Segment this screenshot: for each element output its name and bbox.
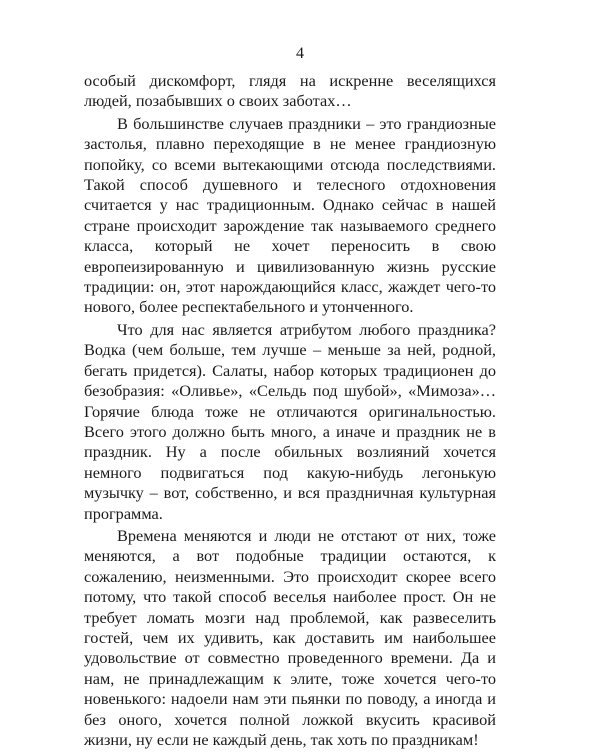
paragraph-2: В большинстве случаев праздники – это грандиозные застолья, плавно переходящие в не менее грандиозную попойку, со всеми вытекающими отсюда последствиями. Такой способ душевного и телесного отдохновения считается у нас традиционным. Однако сейчас в нашей стране происходит зарождение так называемого среднего класса, который не хочет переносить в свою европеизированную и цивилизованную жизнь русские традиции: он, этот нарождающийся класс, жаждет чего-то нового, более респектабельного и утонченного. bbox=[84, 113, 496, 317]
paragraph-4: Времена меняются и люди не отстают от них, тоже меняются, а вот подобные традиции остаются, к сожалению, неизменными. Это происходит скорее всего потому, что такой способ веселья наиболее прост. Он не требует ломать мозги над проблемой, как развеселить гостей, чем их удивить, как доставить им наибольшее удовольствие от совместно проведенного времени. Да и нам, не принадлежащим к элите, тоже хочется чего-то новенького: надоели нам эти пьянки по поводу, а иногда и без оного, хочется полной ложкой вкусить красивой жизни, ну если не каждый день, так хоть по праздникам! bbox=[84, 525, 496, 749]
body-text bbox=[84, 71, 496, 752]
page-number: 4 bbox=[296, 45, 304, 62]
paragraph-1: особый дискомфорт, глядя на искренне веселящихся людей, позабывших о своих заботах… bbox=[84, 71, 496, 111]
paragraph-3: Что для нас является атрибутом любого праздника? Водка (чем больше, тем лучше – меньше за ней, родной, бегать придется). Салаты, набор которых традиционен до безобразия: «Оливье», «Сельдь под шубой», «Мимоза»… Горячие блюда тоже не отличаются оригинальностью. Всего этого должно быть много, а иначе и праздник не в праздник. Ну а после обильных возлияний хочется немного подвигаться под какую-нибудь легонькую музычку – вот, собственно, и вся праздничная культурная программа. bbox=[84, 319, 496, 523]
